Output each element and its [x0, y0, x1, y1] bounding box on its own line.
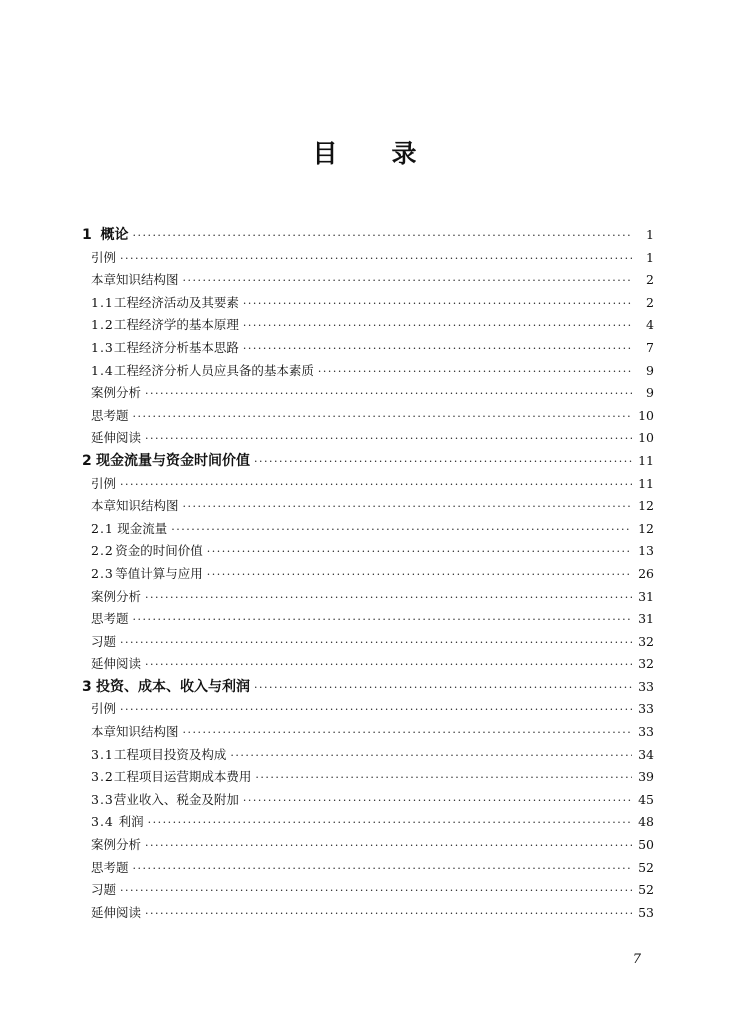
section-number: 1.2 — [91, 317, 114, 333]
toc-entry[interactable] — [82, 698, 654, 721]
dot-leader — [145, 587, 632, 610]
toc-section[interactable] — [82, 563, 654, 586]
table-of-contents — [82, 224, 654, 924]
section-title: 营业收入、税金及附加 — [113, 791, 239, 807]
entry-title: 本章知识结构图 — [91, 498, 179, 514]
dot-leader — [120, 699, 632, 722]
dot-leader — [183, 496, 632, 519]
chapter-number: 2 — [82, 452, 92, 469]
toc-section[interactable] — [82, 789, 654, 812]
dot-leader — [243, 338, 632, 361]
dot-leader — [254, 677, 632, 700]
entry-title: 延伸阅读 — [91, 430, 142, 446]
page-number: 52 — [638, 882, 654, 898]
dot-leader — [254, 451, 632, 474]
toc-entry[interactable] — [82, 879, 654, 902]
toc-entry[interactable] — [82, 405, 654, 428]
page-number: 39 — [638, 769, 654, 785]
section-title: 工程项目投资及构成 — [113, 746, 227, 762]
toc-entry[interactable] — [82, 247, 654, 270]
entry-title: 本章知识结构图 — [91, 724, 179, 740]
toc-entry[interactable] — [82, 631, 654, 654]
entry-title: 思考题 — [91, 611, 129, 627]
toc-section[interactable] — [82, 314, 654, 337]
title-char-2: 录 — [391, 139, 419, 168]
dot-leader — [145, 383, 632, 406]
page-number: 33 — [638, 724, 654, 740]
section-title: 等值计算与应用 — [115, 565, 203, 581]
title-char-1: 目 — [312, 139, 340, 168]
dot-leader — [120, 880, 632, 903]
dot-leader — [120, 632, 632, 655]
section-number: 3.3 — [91, 791, 114, 807]
chapter-title: 现金流量与资金时间价值 — [95, 452, 250, 469]
page-number: 50 — [638, 837, 654, 853]
toc-section[interactable] — [82, 811, 654, 834]
dot-leader — [243, 315, 632, 338]
toc-chapter-3[interactable] — [82, 676, 654, 699]
dot-leader — [207, 541, 632, 564]
page-number: 32 — [638, 656, 654, 672]
toc-entry[interactable] — [82, 495, 654, 518]
page-number: 48 — [638, 814, 654, 830]
toc-section[interactable] — [82, 360, 654, 383]
section-number: 3.1 — [91, 746, 114, 762]
toc-entry[interactable] — [82, 902, 654, 925]
section-title: 资金的时间价值 — [115, 543, 203, 559]
toc-chapter-2[interactable] — [82, 450, 654, 473]
page-number: 10 — [638, 430, 654, 446]
entry-title: 本章知识结构图 — [91, 272, 179, 288]
entry-title: 引例 — [91, 475, 117, 491]
page-title — [0, 138, 731, 170]
dot-leader — [243, 293, 632, 316]
page-number: 11 — [638, 475, 654, 491]
page-number: 12 — [638, 498, 654, 514]
dot-leader — [120, 248, 632, 271]
chapter-title: 投资、成本、收入与利润 — [95, 678, 250, 695]
section-title: 工程经济分析人员应具备的基本素质 — [113, 362, 314, 378]
section-number: 1.3 — [91, 339, 114, 355]
dot-leader — [230, 745, 632, 768]
section-title: 工程经济学的基本原理 — [113, 317, 239, 333]
page-number: 13 — [638, 543, 654, 559]
toc-entry[interactable] — [82, 857, 654, 880]
entry-title: 习题 — [91, 633, 117, 649]
chapter-number: 1 — [82, 227, 92, 243]
dot-leader — [132, 225, 632, 248]
section-number: 2.1 — [91, 520, 114, 536]
toc-entry[interactable] — [82, 382, 654, 405]
section-title: 工程经济分析基本思路 — [113, 339, 239, 355]
dot-leader — [171, 519, 632, 542]
entry-title: 案例分析 — [91, 588, 142, 604]
section-number: 2.2 — [91, 543, 114, 559]
toc-entry[interactable] — [82, 608, 654, 631]
toc-entry[interactable] — [82, 721, 654, 744]
page-number: 4 — [646, 317, 654, 333]
toc-chapter-1[interactable] — [82, 224, 654, 247]
page-number: 1 — [646, 249, 654, 265]
dot-leader — [133, 406, 632, 429]
page-number: 1 — [646, 227, 654, 242]
dot-leader — [120, 474, 632, 497]
entry-title: 案例分析 — [91, 385, 142, 401]
page-number: 26 — [638, 565, 654, 581]
chapter-title: 概论 — [100, 227, 129, 243]
entry-title: 延伸阅读 — [91, 904, 142, 920]
toc-section[interactable] — [82, 337, 654, 360]
toc-entry[interactable] — [82, 586, 654, 609]
dot-leader — [183, 270, 632, 293]
page-number: 33 — [638, 678, 654, 694]
entry-title: 引例 — [91, 249, 117, 265]
page-number: 52 — [638, 859, 654, 875]
page-number: 2 — [646, 294, 654, 310]
toc-entry[interactable] — [82, 427, 654, 450]
toc-entry[interactable] — [82, 834, 654, 857]
page-number: 53 — [638, 904, 654, 920]
page-number: 9 — [646, 385, 654, 401]
page-number: 33 — [638, 701, 654, 717]
page-number: 10 — [638, 407, 654, 423]
page-number: 34 — [638, 746, 654, 762]
page-number: 2 — [646, 272, 654, 288]
toc-entry[interactable] — [82, 473, 654, 496]
dot-leader — [145, 903, 632, 926]
page-number: 9 — [646, 362, 654, 378]
page-number: 45 — [638, 791, 654, 807]
section-number: 3.4 — [91, 814, 114, 830]
section-title: 现金流量 — [117, 520, 168, 536]
section-number: 1.4 — [91, 362, 114, 378]
entry-title: 案例分析 — [91, 837, 142, 853]
dot-leader — [207, 564, 632, 587]
toc-entry[interactable] — [82, 653, 654, 676]
page-number: 12 — [638, 520, 654, 536]
dot-leader — [183, 722, 632, 745]
entry-title: 习题 — [91, 882, 117, 898]
dot-leader — [145, 835, 632, 858]
section-title: 工程项目运营期成本费用 — [113, 769, 252, 785]
page-number: 11 — [638, 452, 654, 468]
page-number: 31 — [638, 611, 654, 627]
page-number: 32 — [638, 633, 654, 649]
section-title: 工程经济活动及其要素 — [113, 294, 239, 310]
dot-leader — [255, 767, 632, 790]
toc-section[interactable] — [82, 744, 654, 767]
dot-leader — [148, 812, 632, 835]
toc-section[interactable] — [82, 518, 654, 541]
page-number: 7 — [646, 339, 654, 355]
dot-leader — [145, 428, 632, 451]
toc-section[interactable] — [82, 540, 654, 563]
toc-section[interactable] — [82, 292, 654, 315]
entry-title: 引例 — [91, 701, 117, 717]
dot-leader — [133, 609, 632, 632]
section-title: 利润 — [118, 814, 144, 830]
dot-leader — [133, 858, 632, 881]
toc-section[interactable] — [82, 766, 654, 789]
dot-leader — [145, 654, 632, 677]
entry-title: 思考题 — [91, 407, 129, 423]
dot-leader — [318, 361, 632, 384]
chapter-number: 3 — [82, 678, 92, 695]
page-number: 31 — [638, 588, 654, 604]
folio-page-number: 7 — [632, 952, 641, 967]
entry-title: 延伸阅读 — [91, 656, 142, 672]
section-number: 2.3 — [91, 565, 114, 581]
toc-entry[interactable] — [82, 269, 654, 292]
section-number: 3.2 — [91, 769, 114, 785]
section-number: 1.1 — [91, 294, 114, 310]
entry-title: 思考题 — [91, 859, 129, 875]
dot-leader — [243, 790, 632, 813]
